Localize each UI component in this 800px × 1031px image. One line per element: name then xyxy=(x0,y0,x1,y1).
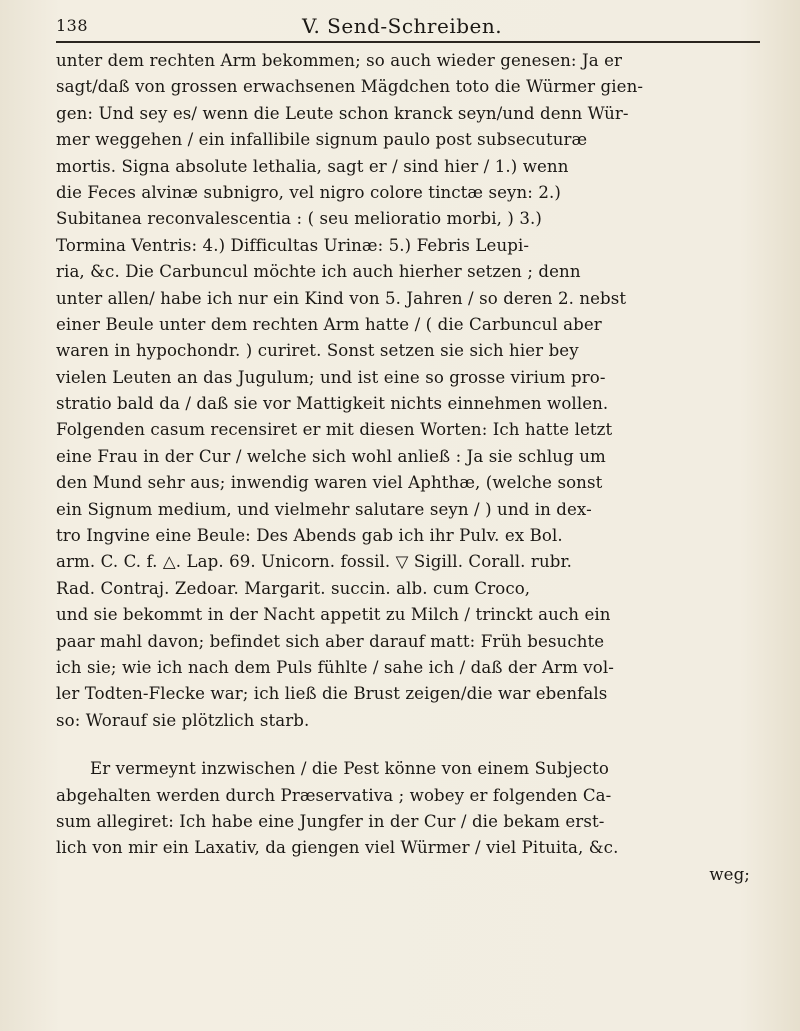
text-line: sagt/daß von grossen erwachsenen Mägdchen toto die Würmer gien- xyxy=(56,77,644,97)
text-line: mer weggehen / ein infallibile signum paulo post subsecuturæ xyxy=(56,130,588,150)
body-text xyxy=(56,48,760,888)
page-number: 138 xyxy=(56,16,89,35)
text-line: arm. C. C. f. △. Lap. 69. Unicorn. fossil. ▽ Sigill. Corall. rubr. xyxy=(56,552,573,572)
text-line: Subitanea reconvalescentia : ( seu melioratio morbi, ) 3.) xyxy=(56,209,542,229)
text-line: den Mund sehr aus; inwendig waren viel Aphthæ, (welche sonst xyxy=(56,473,603,493)
text-line: lich von mir ein Laxativ, da giengen viel Würmer / viel Pituita, &c. xyxy=(56,838,619,858)
text-line: die Feces alvinæ subnigro, vel nigro colore tinctæ seyn: 2.) xyxy=(56,182,561,202)
text-line: abgehalten werden durch Præservativa ; wobey er folgenden Ca- xyxy=(56,785,612,805)
header-rule xyxy=(56,41,760,43)
text-line: waren in hypochondr. ) curiret. Sonst setzen sie sich hier bey xyxy=(56,341,579,361)
text-line: paar mahl davon; befindet sich aber darauf matt: Früh besuchte xyxy=(56,631,605,651)
text-line: Folgenden casum recensiret er mit diesen Worten: Ich hatte letzt xyxy=(56,420,613,440)
page-header xyxy=(56,14,760,40)
text-line: ich sie; wie ich nach dem Puls fühlte / sahe ich / daß der Arm vol- xyxy=(56,657,614,677)
text-line: Er vermeynt inzwischen / die Pest könne von einem Subjecto xyxy=(90,759,609,779)
text-line: tro Ingvine eine Beule: Des Abends gab ich ihr Pulv. ex Bol. xyxy=(56,526,563,546)
text-line: eine Frau in der Cur / welche sich wohl anließ : Ja sie schlug um xyxy=(56,446,606,466)
text-line: vielen Leuten an das Jugulum; und ist eine so grosse virium pro- xyxy=(56,367,606,387)
text-line: Rad. Contraj. Zedoar. Margarit. succin. alb. cum Croco, xyxy=(56,578,531,598)
text-line: stratio bald da / daß sie vor Mattigkeit nichts einnehmen wollen. xyxy=(56,394,609,414)
text-line: Tormina Ventris: 4.) Difficultas Urinæ: 5.) Febris Leupi- xyxy=(56,235,530,255)
text-line: ler Todten-Flecke war; ich ließ die Brust zeigen/die war ebenfals xyxy=(56,684,608,704)
text-line: ein Signum medium, und vielmehr salutare seyn / ) und in dex- xyxy=(56,499,592,519)
paragraph-gap xyxy=(56,734,760,756)
text-line: ria, &c. Die Carbuncul möchte ich auch hierher setzen ; denn xyxy=(56,262,581,282)
paragraph-1 xyxy=(56,48,760,734)
text-line: so: Worauf sie plötzlich starb. xyxy=(56,710,310,730)
text-line: und sie bekommt in der Nacht appetit zu Milch / trinckt auch ein xyxy=(56,605,611,625)
text-line: unter dem rechten Arm bekommen; so auch wieder genesen: Ja er xyxy=(56,51,623,70)
running-head: V. Send-Schreiben. xyxy=(302,14,503,38)
text-line: weg; xyxy=(709,864,750,884)
text-line: mortis. Signa absolute lethalia, sagt er / sind hier / 1.) wenn xyxy=(56,156,569,176)
text-line: unter allen/ habe ich nur ein Kind von 5. Jahren / so deren 2. nebst xyxy=(56,288,627,308)
text-line: sum allegiret: Ich habe eine Jungfer in der Cur / die bekam erst- xyxy=(56,811,605,831)
paragraph-2 xyxy=(56,756,760,888)
text-line: einer Beule unter dem rechten Arm hatte / ( die Carbuncul aber xyxy=(56,314,602,334)
text-line: gen: Und sey es/ wenn die Leute schon kranck seyn/und denn Wür- xyxy=(56,103,629,123)
